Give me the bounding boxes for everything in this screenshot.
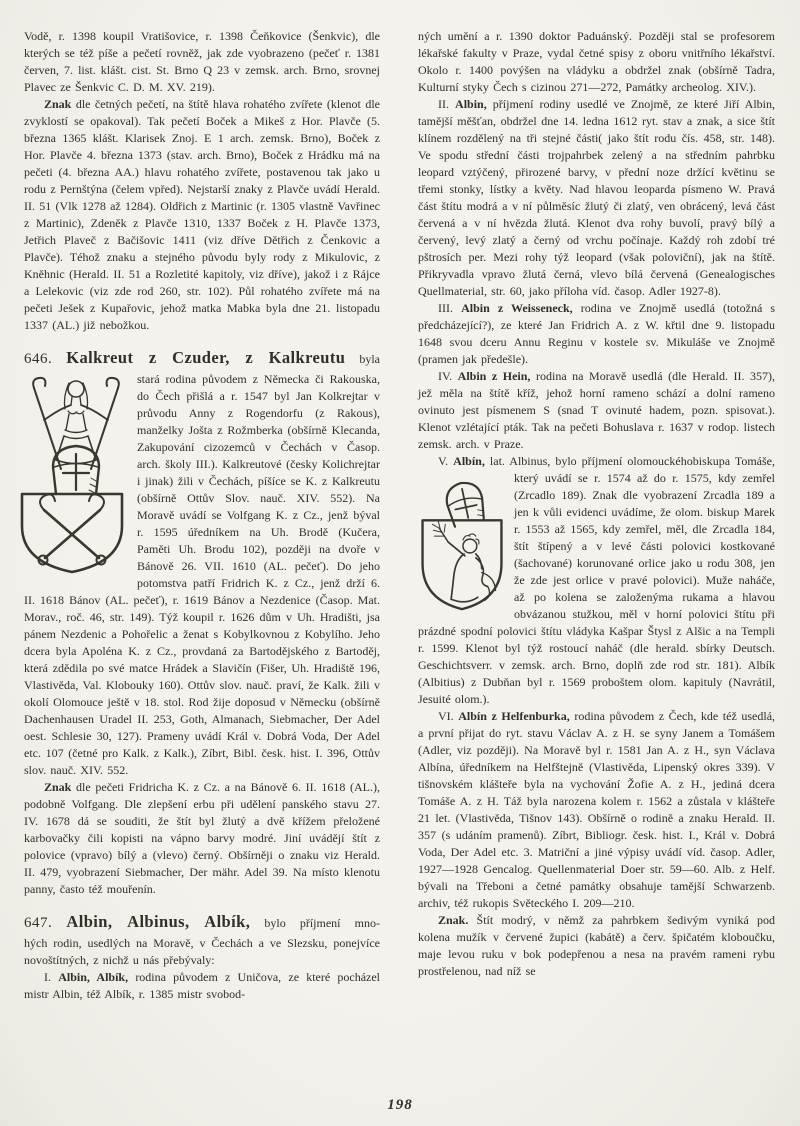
family-name: Albin z Weisseneck, — [461, 301, 573, 315]
entry-lead-tail: byla — [359, 352, 380, 366]
paragraph-znak-helfenburk — [418, 912, 775, 980]
entry-647-body: hých rodin, usedlých na Moravě, v Čechách a ve Slezsku, ponejvíce novoštítných, z nichž u nás přebývaly: — [24, 936, 380, 967]
left-column — [24, 28, 380, 1003]
paragraph-sub-ii — [418, 96, 775, 300]
entry-646-heading — [24, 347, 380, 370]
right-column — [418, 28, 775, 1003]
roman-numeral: I. — [44, 970, 51, 984]
paragraph-sub-iii — [418, 300, 775, 368]
paragraph-sub-iv — [418, 368, 775, 453]
paragraph-text: dle četných pečetí, na štítě hlava rohatého zvířete (klenot dle zvyklostí se opakoval). Tak pečetí Boček a Mikeš z Hor. Plavče (5. března 1365 klášt. Klarisek Znoj. E 1 arch. zemsk. Brno), Boček z Hor. Plavče 4. března 1373 (stav. arch. Brno), Boček z Hrádku má na pečeti (4. března AA.) hlavu rohatého zvířete, postavenou tak jako u rodu z Pernštýna (čelem vpřed). Nejstarší znaky z Plavče uvádí Herald. II. 51 (Vlk 1278 až 1284). Oldřich z Martinic (r. 1305 vlastně Vavřinec z Martinic), Zdeněk z Plavče 1310, 1337 Boček z H. Plavče 1373, Jetřich Plaveč z Bačišovic 1411 (viz dříve Dětřich z Čenkovic a Plavče). Téhož znaku a stejného původu byly rody z Mikulovic, z Kněhnic (Herald. II. 51 a Rozletité kapitoly, viz dříve), jakož i z Rájce a Lelekovic (viz zde rod 260, str. 102). Půl rohatého zvířete má na pečeti Ješek z Kupařovic, jehož matka Mabka byla dne 21. listopadu 1337 (AL.) již nebožkou. — [24, 97, 380, 332]
albin-coat-of-arms-illustration — [418, 473, 506, 619]
family-name: Albin, — [455, 97, 487, 111]
paragraph-continuation-plavec: Vodě, r. 1398 koupil Vratišovice, r. 1398 Čeňkovice (Šenkvic), dle kterých se též píše a pečetí rovněž, jak zde vyobrazeno (pečeť r. 1381 červen, 7. list. klášt. cist. St. Brno Q 23 v zemsk. arch. Brno, srovnej Plavec ze Šenkvic C. D. M. XV. 219). — [24, 29, 380, 94]
paragraph-sub-vi — [418, 708, 775, 912]
family-name: Albin z Hein, — [457, 369, 531, 383]
entry-647-heading — [24, 911, 380, 934]
roman-numeral: IV. — [438, 369, 453, 383]
paragraph-text: rodina na Moravě usedlá (dle Herald. II. 357), jež měla na štítě kříž, jehož horní rameno schází a dolní rameno ovinuto jest písmenem S (snad T ovinuté hadem, pozn. spisovat.). Klenot vzlétající pták. Tak na pečeti Bohuslava r. 1637 v rodop. listech zemsk. arch. v Praze. — [418, 369, 776, 451]
paragraph-text: biskupa Tomáše, který uvádí se r. 1574 až do r. 1575, kdy zemřel (Zrcadlo 189). Znak dle vyobrazení Zrcadla 189 a jen k vůli evidenci uvádíme, že olom. biskup Marek r. 1553 až 1565, kdy zemřel, měl, dle Zrcadla 184, štít štípený a v levé části polovici kostkované (šachované) korunované orlice jako u rodu 308, jen že zde jest orlice v pravé polovici). Muže naháče, až po kolena se založenýma rukama a hlavou obvázanou stužkou, měl v horní polovici štítu při prázdné spodní polovici štítu vládyka Kašpar Štysl z Alšic a na Templi r. 1599. Klenot byl týž rostoucí naháč (dle herald. sbírky Deutsch. Geschichtsverr. v zemsk. arch. Brno, doplň zde rod str. 181). Albík (Albitius) z Dubňan byl r. 1569 proboštem olom. kapituly (Navrátil, Jesuité olom.). — [418, 454, 776, 706]
two-column-text — [24, 28, 775, 1003]
entry-646-body — [24, 371, 380, 779]
paragraph-text: rodina původem z Uničova, ze které pocházel mistr Albin, též Albík, r. 1385 mistr svobod- — [24, 970, 381, 1001]
kalkreut-coat-of-arms-illustration — [17, 374, 129, 579]
entry-title: Kalkreut z Czuder, z Kalkreutu — [66, 348, 346, 367]
family-name: Albín, — [453, 454, 485, 468]
page-number: 198 — [387, 1097, 413, 1113]
roman-numeral: VI. — [438, 709, 454, 723]
paragraph-sub-v — [418, 453, 775, 708]
roman-numeral: II. — [438, 97, 449, 111]
paragraph-continuation-albin: ných umění a r. 1390 doktor Paduánský. Později stal se profesorem lékařské fakulty v Praze, vydal četné spisy z oboru vnitřního lékařství. Okolo r. 1400 povýšen na vládyku a obdržel znak (obšírně Tadra, Kulturní styky Čech s cizinou 271—272, Památky archeolog. XIV.). — [418, 29, 775, 94]
paragraph-znak-kalkreut — [24, 779, 380, 898]
paragraph-text: dle pečeti Fridricha K. z Cz. a na Bánově 6. II. 1618 (AL.), podobně Volfgang. Dle zlepšení erbu při udělení panského stavu 27. IV. 1678 dá se souditi, že štít byl žlutý a dvě křížem přeložené karbovačky čili kopisti na vápno barvy modré. Jiní uvádějí štít z polovice (vpravo) bílý a (vlevo) černý. Obšírněji o znaku viz Herald. II. 479, vyobrazení Siebmacher, Der mähr. Adel 39. Na místo klenotu panny, často též mouřenín. — [24, 780, 380, 896]
paragraph-text: rodina původem z Čech, kde též usedlá, a první přijat do ryt. stavu Václav A. z H. se syny Janem a Tomášem (Adler, viz později). Na Moravě byl r. 1581 Jan A. z H., syn Václava Albína, úředníkem na Helfštejně (Vlastivěda, Lipenský okres 339). V tišnovském klášteře byla na vychování Žofie A. z H., jediná dcera Tomáše A. z H. Táž byla narozena kolem r. 1562 a zůstala v klášteře 21 let. (Vlastivěda, Tišnov 143). Obšírně o rodině a znaku Herald. II. 357 (s udáním pramenů). Zíbrt, Bibliogr. česk. hist. I., Král v. Dobrá Voda, Der Adel etc. 3. Matriční a jiné výpisy uvádí víd. časop. Adler, 1927—1928 Gencalog. Quellenmaterial Doer str. 59—60. Alb. z Helf. bývali na Třeboni a četné památky obsahuje tamější Schwarzenb. archiv, též rukopis Světeckého I. 209—210. — [418, 709, 776, 910]
bold-lead: Znak. — [438, 913, 469, 927]
entry-lead-tail: bylo příjmení mno- — [264, 916, 380, 930]
paragraph-text: rodina ve Znojmě usedlá (totožná s předcházející?), ze které Jan Fridrich A. z W. křtil dne 9. listopadu 1648 svou dceru Annu Reginu v kostele sv. Mikuláše ve Znojmě (pramen jak předešle). — [418, 301, 776, 366]
bold-lead: Znak — [44, 780, 72, 794]
family-name: Albin, Albík, — [58, 970, 129, 984]
entry-title: Albin, Albinus, Albík, — [66, 912, 251, 931]
entry-number: 646. — [24, 351, 53, 367]
entry-body-text: stará rodina původem z Německa či Rakouska, do Čech přišlá a r. 1547 byl Jan Kolkrejtar v průvodu Anny z Rogendorfu (z Rakous), manželky Jošta z Rožmberka (obšírně Klecanda, Zakupování cizozemců v Čechách v Časop. arch. školy III.). Kalkreutové (česky Kolichrejtar i jinak) žili v Čechách, píšíce se K. z Kalkreutu (obšírně Ottův Slov. nauč. XIV. 552). Na Moravě uvádí se Volfgang K. z Cz., jenž býval r. 1595 úředníkem na Uh. Brodě (Kučera, Paměti Uh. Brodu 102), později na dvoře v Bánově 26. VII. 1610 (AL. pečeť). Do jeho potomstva patří Fridrich K. z Cz., jenž drží 6. II. 1618 Bánov (AL. pečeť), r. 1619 Bánov a Nezdenice (Časop. Mat. Morav., roč. 46, str. 149). Týž koupil r. 1626 dům v Uh. Hradišti, jsa pánem Nezdenic a Pohořelic a ženat s Kobylkovnou z Kobylího. Jeho dcera byla Apoléna K. z Cz., provdaná za Bartodějského z Bartoděj, která zdědila po své matce Hrádek a Slavičín (Fišer, Uh. Hradiště 196, Vlastivěda, Val. Klobouky 160). Ottův slov. nauč. praví, že Kalk. žili v okolí Olomouce ještě v 18. stol. Rod žije doposud v Německu (obšírně Dachenhausen Uradel II. 253, Goth, Almanach, Siebmacher, Der Adel oest. Schlesie 30, 127). Prameny uvádí Král v. Dobrá Voda, Der Adel etc. 107 (četné pro Kalk. z Kalk.), Zíbrt, Bibl. česk. hist. I. 396, Ottův slov. nauč. XIV. 552. — [24, 372, 380, 777]
paragraph-text: Štít modrý, v němž za pahrbkem šedivým vyniká pod kolena mužík v červené župici (kabátě) a červ. špičatém kloboučku, maje levou ruku v bok podepřenou a nesa na pravém rameni rybu prostřelenou, nad níž se — [418, 913, 775, 978]
paragraph-text-first-line: lat. Albinus, bylo příjmení olomouckého — [489, 454, 693, 468]
crest-maiden-with-hooked-staffs-icon — [17, 374, 129, 579]
roman-numeral: III. — [438, 301, 453, 315]
paragraph-znak-plavec — [24, 96, 380, 334]
entry-number: 647. — [24, 915, 53, 931]
shield-with-demi-figure-icon — [418, 473, 506, 619]
paragraph-text: příjmení rodiny usedlé ve Znojmě, ze které Jiří Albin, tamější měšťan, obdržel dne 14. ledna 1612 ryt. stav a znak, a sice štít klínem rozdělený na tři stejné části( jako štít rodu čís. 458, str. 148). Ve spodu střední části trojpahrbek zelený a na středním pahrbku leopard vztýčený, přirozené barvy, v přední noze držící květinu se třemi stonky, lístky a květy. Nad hlavou leoparda písmeno W. Pravá část štítu modrá a v ní půlměsíc žlutý či zlatý, ven obrácený, levá část červená a v ní hvězda žlutá. Klenot dva rohy buvolí, pravý bílý a červený, levý zlatý a černý od vrchu počínaje. Každý roh zdobí tré pštrosích per. Mezi rohy týž leopard (však poloviční), jak na štítě. Přikryvadla vpravo žlutá černá, vlevo bílá červená (Genealogisches Quellmaterial, str. 60, jako příloha víd. časop. Adler 1927-8). — [418, 97, 776, 298]
bold-lead: Znak — [44, 97, 72, 111]
paragraph-sub-i — [24, 969, 380, 1003]
roman-numeral: V. — [438, 454, 449, 468]
family-name: Albín z Helfenburka, — [458, 709, 570, 723]
